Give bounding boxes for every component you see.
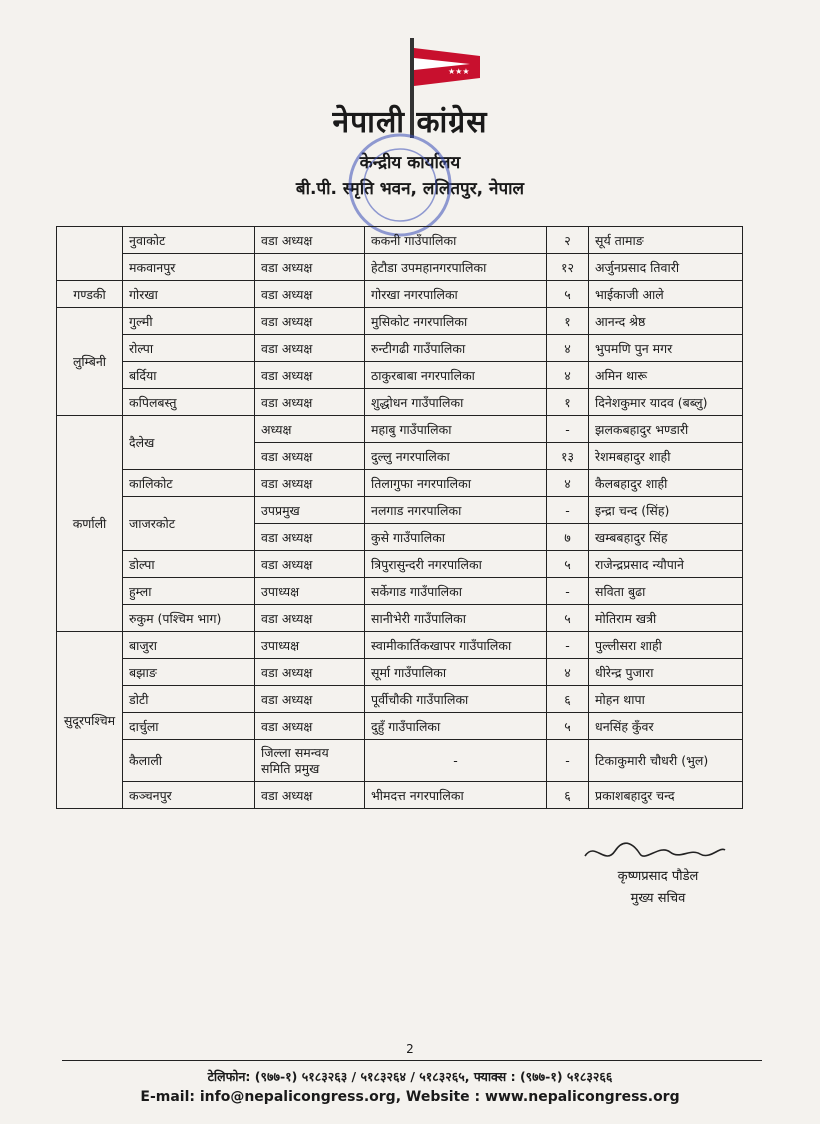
table-row	[57, 551, 743, 578]
local-body-cell: पूर्वीचौकी गाउँपालिका	[365, 686, 547, 713]
district-cell: कपिलबस्तु	[123, 389, 255, 416]
local-body-cell: रुन्टीगढी गाउँपालिका	[365, 335, 547, 362]
local-body-cell: ठाकुरबाबा नगरपालिका	[365, 362, 547, 389]
office-address: बी.पी. स्मृति भवन, ललितपुर, नेपाल	[295, 179, 525, 199]
signatory-title: मुख्य सचिव	[630, 891, 686, 906]
table-row	[57, 362, 743, 389]
footer-divider	[62, 1060, 762, 1061]
local-body-cell: स्वामीकार्तिकखापर गाउँपालिका	[365, 632, 547, 659]
local-body-cell: -	[365, 740, 547, 782]
district-cell: कालिकोट	[123, 470, 255, 497]
post-cell: वडा अध्यक्ष	[255, 782, 365, 809]
table-row	[57, 659, 743, 686]
name-cell: आनन्द श्रेष्ठ	[589, 308, 743, 335]
post-cell: वडा अध्यक्ष	[255, 686, 365, 713]
post-cell: वडा अध्यक्ष	[255, 659, 365, 686]
table-row	[57, 578, 743, 605]
province-cell: गण्डकी	[57, 281, 123, 308]
district-cell: दार्चुला	[123, 713, 255, 740]
post-cell: अध्यक्ष	[255, 416, 365, 443]
local-body-cell: हेटौडा उपमहानगरपालिका	[365, 254, 547, 281]
office-stamp	[345, 130, 455, 240]
name-cell: प्रकाशबहादुर चन्द	[589, 782, 743, 809]
org-name: नेपाली कांग्रेस	[332, 105, 488, 140]
post-cell: उपाध्यक्ष	[255, 578, 365, 605]
local-body-cell: तिलागुफा नगरपालिका	[365, 470, 547, 497]
local-body-cell: ककनी गाउँपालिका	[365, 227, 547, 254]
post-cell: वडा अध्यक्ष	[255, 254, 365, 281]
district-cell: रुकुम (पश्चिम भाग)	[123, 605, 255, 632]
local-body-cell: भीमदत्त नगरपालिका	[365, 782, 547, 809]
post-cell: वडा अध्यक्ष	[255, 524, 365, 551]
name-cell: इन्द्रा चन्द (सिंह)	[589, 497, 743, 524]
office-title: केन्द्रीय कार्यालय	[359, 153, 461, 173]
name-cell: राजेन्द्रप्रसाद न्यौपाने	[589, 551, 743, 578]
handwritten-signature	[580, 836, 730, 866]
ward-cell: ७	[547, 524, 589, 551]
ward-cell: १	[547, 389, 589, 416]
local-body-cell: गोरखा नगरपालिका	[365, 281, 547, 308]
local-body-cell: दुल्लु नगरपालिका	[365, 443, 547, 470]
name-cell: टिकाकुमारी चौधरी (भुल)	[589, 740, 743, 782]
post-cell: उपाध्यक्ष	[255, 632, 365, 659]
svg-text:★★★: ★★★	[448, 67, 470, 76]
post-cell: उपप्रमुख	[255, 497, 365, 524]
signatory-name: कृष्णप्रसाद पौडेल	[617, 869, 699, 884]
local-body-cell: दुहुँ गाउँपालिका	[365, 713, 547, 740]
post-cell: वडा अध्यक्ष	[255, 389, 365, 416]
post-cell: वडा अध्यक्ष	[255, 308, 365, 335]
name-cell: धीरेन्द्र पुजारा	[589, 659, 743, 686]
local-body-cell: त्रिपुरासुन्दरी नगरपालिका	[365, 551, 547, 578]
member-table	[56, 226, 743, 809]
table-row	[57, 281, 743, 308]
district-cell: नुवाकोट	[123, 227, 255, 254]
post-cell: वडा अध्यक्ष	[255, 713, 365, 740]
ward-cell: १	[547, 308, 589, 335]
table-row	[57, 740, 743, 782]
name-cell: दिनेशकुमार यादव (बब्लु)	[589, 389, 743, 416]
name-cell: पुल्लीसरा शाही	[589, 632, 743, 659]
ward-cell: ५	[547, 713, 589, 740]
post-cell: वडा अध्यक्ष	[255, 362, 365, 389]
footer-contact: E-mail: info@nepalicongress.org, Website : www.nepalicongress.org	[140, 1089, 680, 1105]
post-cell: वडा अध्यक्ष	[255, 335, 365, 362]
name-cell: कैलबहादुर शाही	[589, 470, 743, 497]
post-line-2: समिति प्रमुख	[261, 760, 320, 776]
district-cell: हुम्ला	[123, 578, 255, 605]
district-cell: गुल्मी	[123, 308, 255, 335]
district-cell: कञ्चनपुर	[123, 782, 255, 809]
district-cell: दैलेख	[123, 416, 255, 470]
district-cell: रोल्पा	[123, 335, 255, 362]
name-cell: धनसिंह कुँवर	[589, 713, 743, 740]
name-cell: अमिन थारू	[589, 362, 743, 389]
table-row	[57, 713, 743, 740]
district-cell: जाजरकोट	[123, 497, 255, 551]
page-number: 2	[406, 1042, 414, 1056]
local-body-cell: नलगाड नगरपालिका	[365, 497, 547, 524]
ward-cell: २	[547, 227, 589, 254]
province-cell	[57, 227, 123, 281]
local-body-cell: शुद्धोधन गाउँपालिका	[365, 389, 547, 416]
ward-cell: ६	[547, 782, 589, 809]
name-cell: मोतिराम खत्री	[589, 605, 743, 632]
post-cell: वडा अध्यक्ष	[255, 443, 365, 470]
post-cell: वडा अध्यक्ष	[255, 551, 365, 578]
district-cell: मकवानपुर	[123, 254, 255, 281]
footer-phones: टेलिफोन: (९७७-१) ५१८३२६३ / ५१८३२६४ / ५१८३२६५, फ्याक्स : (९७७-१) ५१८३२६६	[207, 1069, 613, 1084]
ward-cell: -	[547, 578, 589, 605]
table-row	[57, 389, 743, 416]
local-body-cell: मुसिकोट नगरपालिका	[365, 308, 547, 335]
ward-cell: १२	[547, 254, 589, 281]
name-cell: झलकबहादुर भण्डारी	[589, 416, 743, 443]
ward-cell: ५	[547, 551, 589, 578]
table-row	[57, 782, 743, 809]
table-row	[57, 254, 743, 281]
post-line-1: जिल्ला समन्वय	[261, 744, 329, 760]
post-cell: वडा अध्यक्ष	[255, 281, 365, 308]
name-cell: सूर्य तामाङ	[589, 227, 743, 254]
table-row	[57, 308, 743, 335]
table-row	[57, 335, 743, 362]
district-cell: बझाङ	[123, 659, 255, 686]
table-row	[57, 686, 743, 713]
table-row	[57, 227, 743, 254]
district-cell: डोल्पा	[123, 551, 255, 578]
table-row	[57, 416, 743, 443]
name-cell: खम्बबहादुर सिंह	[589, 524, 743, 551]
district-cell: बाजुरा	[123, 632, 255, 659]
province-cell: कर्णाली	[57, 416, 123, 632]
post-cell: वडा अध्यक्ष	[255, 470, 365, 497]
post-cell: वडा अध्यक्ष	[255, 605, 365, 632]
ward-cell: -	[547, 632, 589, 659]
ward-cell: ५	[547, 605, 589, 632]
district-cell: डोटी	[123, 686, 255, 713]
ward-cell: ६	[547, 686, 589, 713]
name-cell: मोहन थापा	[589, 686, 743, 713]
ward-cell: -	[547, 740, 589, 782]
local-body-cell: सर्केगाड गाउँपालिका	[365, 578, 547, 605]
district-cell: गोरखा	[123, 281, 255, 308]
ward-cell: ४	[547, 470, 589, 497]
table-row	[57, 497, 743, 524]
name-cell: रेशमबहादुर शाही	[589, 443, 743, 470]
local-body-cell: कुसे गाउँपालिका	[365, 524, 547, 551]
name-cell: अर्जुनप्रसाद तिवारी	[589, 254, 743, 281]
ward-cell: ४	[547, 335, 589, 362]
ward-cell: ४	[547, 659, 589, 686]
district-cell: कैलाली	[123, 740, 255, 782]
ward-cell: ५	[547, 281, 589, 308]
local-body-cell: महाबु गाउँपालिका	[365, 416, 547, 443]
post-cell: वडा अध्यक्ष	[255, 227, 365, 254]
table-row	[57, 632, 743, 659]
local-body-cell: सूर्मा गाउँपालिका	[365, 659, 547, 686]
name-cell: सविता बुढा	[589, 578, 743, 605]
ward-cell: -	[547, 497, 589, 524]
name-cell: भाईकाजी आले	[589, 281, 743, 308]
local-body-cell: सानीभेरी गाउँपालिका	[365, 605, 547, 632]
post-cell	[255, 740, 365, 782]
ward-cell: ४	[547, 362, 589, 389]
ward-cell: -	[547, 416, 589, 443]
table-row	[57, 605, 743, 632]
ward-cell: १३	[547, 443, 589, 470]
table-row	[57, 470, 743, 497]
province-cell: सुदूरपश्चिम	[57, 632, 123, 809]
district-cell: बर्दिया	[123, 362, 255, 389]
name-cell: भुपमणि पुन मगर	[589, 335, 743, 362]
province-cell: लुम्बिनी	[57, 308, 123, 416]
